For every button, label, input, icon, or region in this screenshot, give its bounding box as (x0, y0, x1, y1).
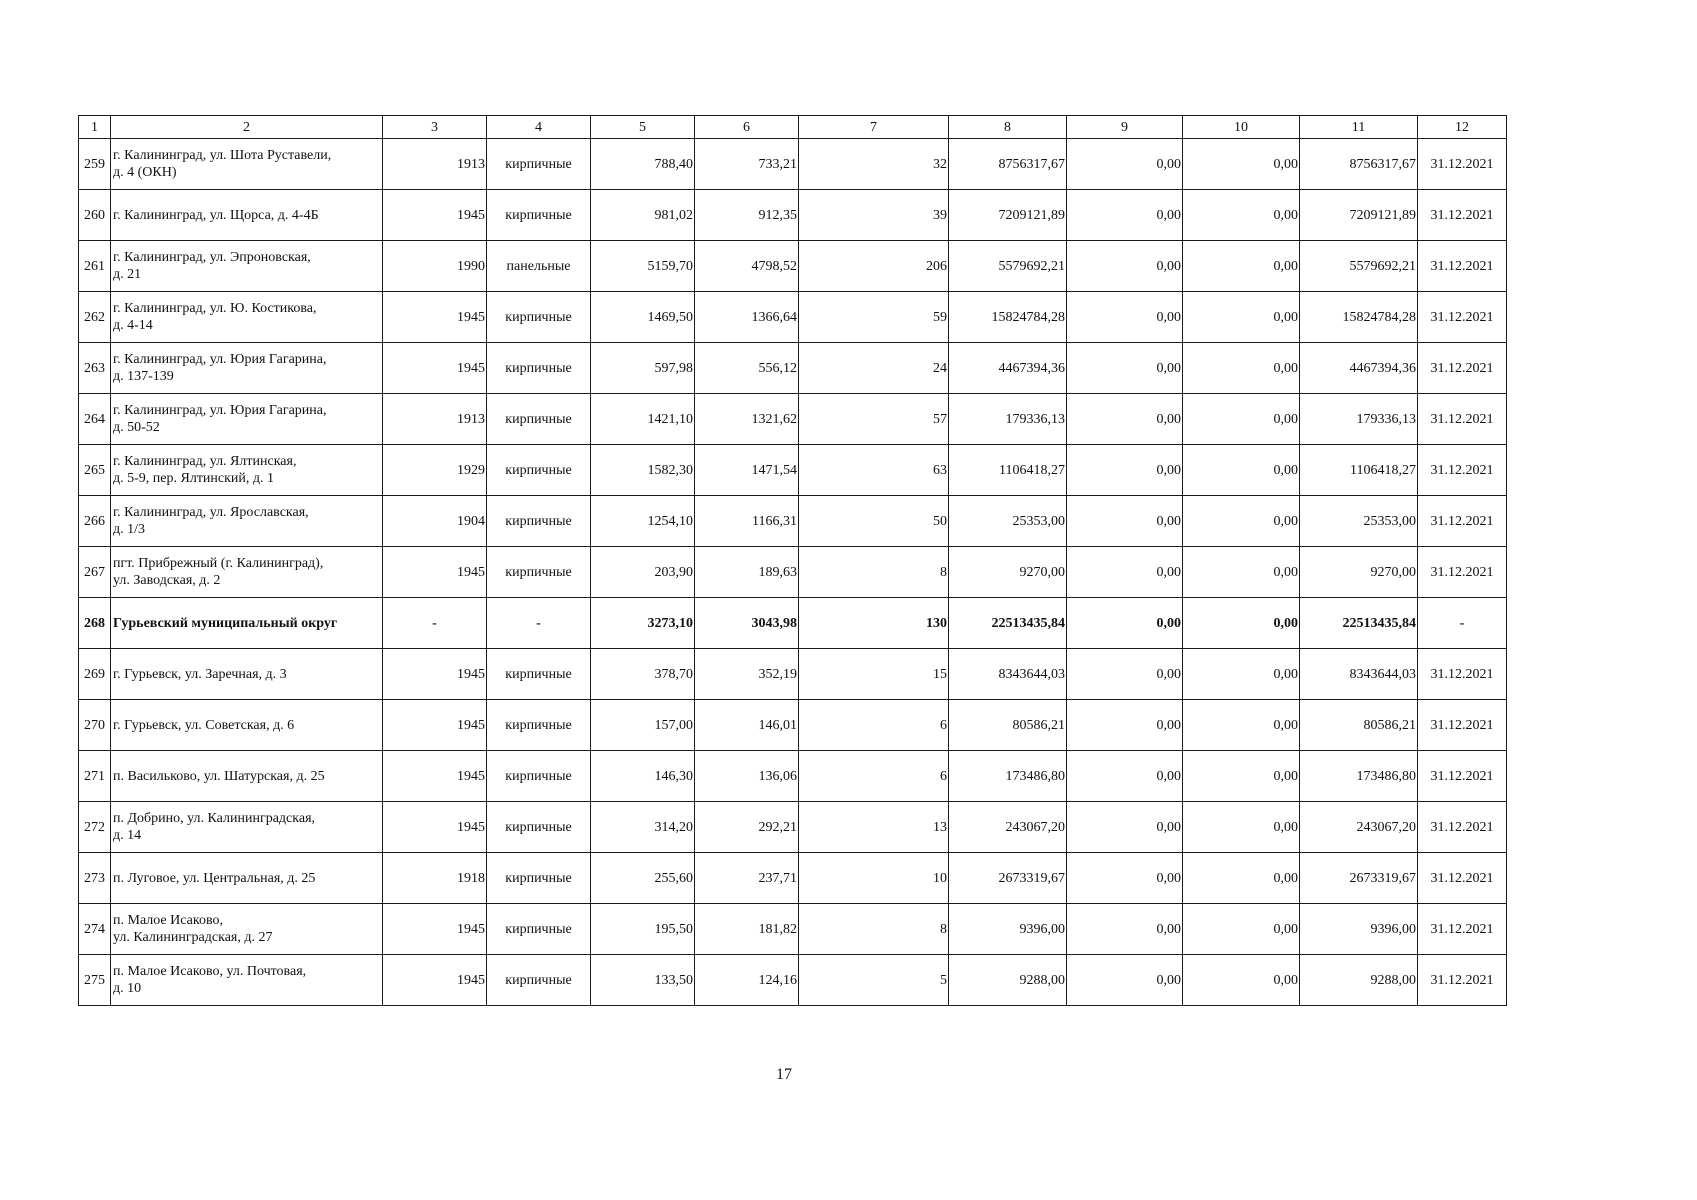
material-cell: кирпичные (487, 955, 591, 1006)
column-header: 3 (383, 116, 487, 139)
address-line: г. Калининград, ул. Юрия Гагарина, (113, 352, 327, 367)
address-cell (111, 904, 383, 955)
col9-cell: 0,00 (1067, 547, 1183, 598)
address-cell (111, 445, 383, 496)
col7-cell: 13 (799, 802, 949, 853)
col7-cell: 39 (799, 190, 949, 241)
row-number-cell: 262 (79, 292, 111, 343)
date-cell: 31.12.2021 (1418, 649, 1507, 700)
table-row (79, 649, 1507, 700)
year-cell: 1945 (383, 802, 487, 853)
row-number-cell: 270 (79, 700, 111, 751)
date-cell: 31.12.2021 (1418, 547, 1507, 598)
row-number-cell: 275 (79, 955, 111, 1006)
col10-cell: 0,00 (1183, 445, 1300, 496)
col10-cell: 0,00 (1183, 598, 1300, 649)
column-header: 2 (111, 116, 383, 139)
col7-cell: 8 (799, 904, 949, 955)
material-cell: кирпичные (487, 802, 591, 853)
col11-cell: 5579692,21 (1300, 241, 1418, 292)
row-number-cell: 266 (79, 496, 111, 547)
col11-cell: 15824784,28 (1300, 292, 1418, 343)
address-line: г. Калининград, ул. Ярославская, (113, 505, 309, 520)
col7-cell: 57 (799, 394, 949, 445)
address-line: д. 14 (113, 828, 142, 843)
material-cell: кирпичные (487, 139, 591, 190)
col9-cell: 0,00 (1067, 853, 1183, 904)
date-cell: 31.12.2021 (1418, 700, 1507, 751)
data-table (78, 115, 1507, 1006)
col10-cell: 0,00 (1183, 649, 1300, 700)
date-cell: 31.12.2021 (1418, 139, 1507, 190)
col11-cell: 80586,21 (1300, 700, 1418, 751)
page-number: 17 (776, 1066, 792, 1083)
address-cell (111, 547, 383, 598)
col10-cell: 0,00 (1183, 139, 1300, 190)
header-row (79, 116, 1507, 139)
col8-cell: 1106418,27 (949, 445, 1067, 496)
col9-cell: 0,00 (1067, 955, 1183, 1006)
address-cell (111, 700, 383, 751)
address-cell (111, 955, 383, 1006)
address-line: п. Малое Исаково, (113, 913, 223, 928)
address-line: п. Луговое, ул. Центральная, д. 25 (113, 870, 316, 886)
col6-cell: 146,01 (695, 700, 799, 751)
row-number-cell: 268 (79, 598, 111, 649)
table-row (79, 802, 1507, 853)
col10-cell: 0,00 (1183, 394, 1300, 445)
col6-cell: 3043,98 (695, 598, 799, 649)
table-row (79, 700, 1507, 751)
col5-cell: 203,90 (591, 547, 695, 598)
column-header: 9 (1067, 116, 1183, 139)
col6-cell: 733,21 (695, 139, 799, 190)
col7-cell: 206 (799, 241, 949, 292)
col11-cell: 243067,20 (1300, 802, 1418, 853)
year-cell: 1913 (383, 139, 487, 190)
col6-cell: 181,82 (695, 904, 799, 955)
address-line: д. 21 (113, 267, 142, 282)
address-cell (111, 751, 383, 802)
column-header: 12 (1418, 116, 1507, 139)
date-cell: 31.12.2021 (1418, 343, 1507, 394)
col9-cell: 0,00 (1067, 700, 1183, 751)
material-cell: кирпичные (487, 904, 591, 955)
year-cell: 1945 (383, 700, 487, 751)
material-cell: кирпичные (487, 445, 591, 496)
col6-cell: 1471,54 (695, 445, 799, 496)
col6-cell: 556,12 (695, 343, 799, 394)
table-row (79, 394, 1507, 445)
col9-cell: 0,00 (1067, 751, 1183, 802)
col9-cell: 0,00 (1067, 496, 1183, 547)
col10-cell: 0,00 (1183, 802, 1300, 853)
col9-cell: 0,00 (1067, 241, 1183, 292)
column-header: 5 (591, 116, 695, 139)
col11-cell: 179336,13 (1300, 394, 1418, 445)
date-cell: 31.12.2021 (1418, 190, 1507, 241)
table-row (79, 343, 1507, 394)
address-line: п. Васильково, ул. Шатурская, д. 25 (113, 768, 325, 784)
col6-cell: 124,16 (695, 955, 799, 1006)
row-number-cell: 274 (79, 904, 111, 955)
col11-cell: 25353,00 (1300, 496, 1418, 547)
col5-cell: 195,50 (591, 904, 695, 955)
material-cell: панельные (487, 241, 591, 292)
col11-cell: 9270,00 (1300, 547, 1418, 598)
col6-cell: 352,19 (695, 649, 799, 700)
address-cell (111, 190, 383, 241)
col7-cell: 15 (799, 649, 949, 700)
col8-cell: 7209121,89 (949, 190, 1067, 241)
col8-cell: 5579692,21 (949, 241, 1067, 292)
address-cell (111, 853, 383, 904)
col7-cell: 8 (799, 547, 949, 598)
col10-cell: 0,00 (1183, 292, 1300, 343)
col7-cell: 32 (799, 139, 949, 190)
address-line: г. Калининград, ул. Эпроновская, (113, 250, 311, 265)
address-cell (111, 394, 383, 445)
col10-cell: 0,00 (1183, 853, 1300, 904)
year-cell: 1929 (383, 445, 487, 496)
col6-cell: 237,71 (695, 853, 799, 904)
col9-cell: 0,00 (1067, 445, 1183, 496)
address-cell (111, 496, 383, 547)
col10-cell: 0,00 (1183, 751, 1300, 802)
address-line: ул. Заводская, д. 2 (113, 573, 221, 588)
col5-cell: 133,50 (591, 955, 695, 1006)
address-line: д. 137-139 (113, 369, 174, 384)
address-line: д. 50-52 (113, 420, 160, 435)
address-cell (111, 649, 383, 700)
row-number-cell: 273 (79, 853, 111, 904)
col9-cell: 0,00 (1067, 598, 1183, 649)
table-row (79, 139, 1507, 190)
col6-cell: 1366,64 (695, 292, 799, 343)
row-number-cell: 259 (79, 139, 111, 190)
col9-cell: 0,00 (1067, 802, 1183, 853)
col7-cell: 50 (799, 496, 949, 547)
address-cell (111, 241, 383, 292)
table-row (79, 496, 1507, 547)
date-cell: 31.12.2021 (1418, 394, 1507, 445)
col5-cell: 157,00 (591, 700, 695, 751)
column-header: 4 (487, 116, 591, 139)
col5-cell: 1469,50 (591, 292, 695, 343)
row-number-cell: 265 (79, 445, 111, 496)
table-row (79, 190, 1507, 241)
col8-cell: 2673319,67 (949, 853, 1067, 904)
row-number-cell: 263 (79, 343, 111, 394)
address-line: д. 1/3 (113, 522, 146, 537)
address-line: ул. Калининградская, д. 27 (113, 930, 273, 945)
col11-cell: 4467394,36 (1300, 343, 1418, 394)
row-number-cell: 264 (79, 394, 111, 445)
address-line: д. 10 (113, 981, 142, 996)
column-header: 6 (695, 116, 799, 139)
table-row (79, 751, 1507, 802)
col10-cell: 0,00 (1183, 496, 1300, 547)
col8-cell: 4467394,36 (949, 343, 1067, 394)
col5-cell: 314,20 (591, 802, 695, 853)
year-cell: 1945 (383, 292, 487, 343)
col8-cell: 9396,00 (949, 904, 1067, 955)
year-cell: 1990 (383, 241, 487, 292)
address-line: д. 4-14 (113, 318, 153, 333)
col6-cell: 292,21 (695, 802, 799, 853)
col10-cell: 0,00 (1183, 241, 1300, 292)
row-number-cell: 269 (79, 649, 111, 700)
address-cell (111, 343, 383, 394)
col7-cell: 5 (799, 955, 949, 1006)
address-line: д. 4 (ОКН) (113, 165, 177, 180)
table-row (79, 292, 1507, 343)
table-row (79, 598, 1507, 649)
col10-cell: 0,00 (1183, 700, 1300, 751)
year-cell: 1945 (383, 955, 487, 1006)
col8-cell: 243067,20 (949, 802, 1067, 853)
col5-cell: 5159,70 (591, 241, 695, 292)
address-cell (111, 292, 383, 343)
col11-cell: 22513435,84 (1300, 598, 1418, 649)
col5-cell: 378,70 (591, 649, 695, 700)
column-header: 11 (1300, 116, 1418, 139)
col7-cell: 6 (799, 700, 949, 751)
col7-cell: 130 (799, 598, 949, 649)
date-cell: 31.12.2021 (1418, 241, 1507, 292)
col9-cell: 0,00 (1067, 904, 1183, 955)
column-header: 1 (79, 116, 111, 139)
table-body (79, 139, 1507, 1006)
col5-cell: 1421,10 (591, 394, 695, 445)
row-number-cell: 260 (79, 190, 111, 241)
col5-cell: 255,60 (591, 853, 695, 904)
col6-cell: 912,35 (695, 190, 799, 241)
col6-cell: 136,06 (695, 751, 799, 802)
year-cell: 1945 (383, 649, 487, 700)
col6-cell: 189,63 (695, 547, 799, 598)
address-line: п. Добрино, ул. Калининградская, (113, 811, 316, 826)
col5-cell: 1254,10 (591, 496, 695, 547)
material-cell: кирпичные (487, 496, 591, 547)
material-cell: кирпичные (487, 853, 591, 904)
table-row (79, 853, 1507, 904)
year-cell: 1945 (383, 190, 487, 241)
year-cell: 1918 (383, 853, 487, 904)
col8-cell: 80586,21 (949, 700, 1067, 751)
row-number-cell: 261 (79, 241, 111, 292)
address-cell (111, 802, 383, 853)
table-row (79, 547, 1507, 598)
date-cell: 31.12.2021 (1418, 496, 1507, 547)
col5-cell: 1582,30 (591, 445, 695, 496)
material-cell: - (487, 598, 591, 649)
col9-cell: 0,00 (1067, 292, 1183, 343)
col9-cell: 0,00 (1067, 343, 1183, 394)
col11-cell: 1106418,27 (1300, 445, 1418, 496)
col11-cell: 173486,80 (1300, 751, 1418, 802)
row-number-cell: 267 (79, 547, 111, 598)
address-cell (111, 598, 383, 649)
col8-cell: 25353,00 (949, 496, 1067, 547)
address-cell (111, 139, 383, 190)
col8-cell: 173486,80 (949, 751, 1067, 802)
material-cell: кирпичные (487, 751, 591, 802)
col10-cell: 0,00 (1183, 343, 1300, 394)
col8-cell: 179336,13 (949, 394, 1067, 445)
year-cell: 1913 (383, 394, 487, 445)
material-cell: кирпичные (487, 394, 591, 445)
col8-cell: 15824784,28 (949, 292, 1067, 343)
col8-cell: 8756317,67 (949, 139, 1067, 190)
col9-cell: 0,00 (1067, 649, 1183, 700)
col10-cell: 0,00 (1183, 547, 1300, 598)
material-cell: кирпичные (487, 649, 591, 700)
date-cell: 31.12.2021 (1418, 853, 1507, 904)
row-number-cell: 271 (79, 751, 111, 802)
col6-cell: 1321,62 (695, 394, 799, 445)
address-line: пгт. Прибрежный (г. Калининград), (113, 556, 324, 571)
col11-cell: 2673319,67 (1300, 853, 1418, 904)
col11-cell: 7209121,89 (1300, 190, 1418, 241)
year-cell: - (383, 598, 487, 649)
column-header: 8 (949, 116, 1067, 139)
col6-cell: 4798,52 (695, 241, 799, 292)
address-line: г. Калининград, ул. Щорса, д. 4-4Б (113, 207, 319, 223)
address-line: д. 5-9, пер. Ялтинский, д. 1 (113, 471, 275, 486)
date-cell: 31.12.2021 (1418, 751, 1507, 802)
date-cell: 31.12.2021 (1418, 955, 1507, 1006)
address-line: г. Гурьевск, ул. Советская, д. 6 (113, 717, 295, 733)
col11-cell: 8343644,03 (1300, 649, 1418, 700)
col5-cell: 981,02 (591, 190, 695, 241)
year-cell: 1945 (383, 343, 487, 394)
year-cell: 1945 (383, 547, 487, 598)
address-line: г. Калининград, ул. Юрия Гагарина, (113, 403, 327, 418)
col5-cell: 146,30 (591, 751, 695, 802)
col7-cell: 24 (799, 343, 949, 394)
date-cell: - (1418, 598, 1507, 649)
table-row (79, 241, 1507, 292)
date-cell: 31.12.2021 (1418, 292, 1507, 343)
col10-cell: 0,00 (1183, 904, 1300, 955)
col7-cell: 59 (799, 292, 949, 343)
address-line: г. Гурьевск, ул. Заречная, д. 3 (113, 666, 287, 682)
year-cell: 1945 (383, 751, 487, 802)
col6-cell: 1166,31 (695, 496, 799, 547)
address-line: Гурьевский муниципальный округ (113, 615, 338, 631)
column-header: 7 (799, 116, 949, 139)
col5-cell: 3273,10 (591, 598, 695, 649)
col9-cell: 0,00 (1067, 394, 1183, 445)
table-row (79, 445, 1507, 496)
year-cell: 1904 (383, 496, 487, 547)
column-header: 10 (1183, 116, 1300, 139)
table-row (79, 955, 1507, 1006)
col10-cell: 0,00 (1183, 955, 1300, 1006)
address-line: г. Калининград, ул. Шота Руставели, (113, 148, 332, 163)
table-row (79, 904, 1507, 955)
col5-cell: 597,98 (591, 343, 695, 394)
col8-cell: 9270,00 (949, 547, 1067, 598)
table-header (79, 116, 1507, 139)
address-line: г. Калининград, ул. Ялтинская, (113, 454, 297, 469)
col10-cell: 0,00 (1183, 190, 1300, 241)
address-line: п. Малое Исаково, ул. Почтовая, (113, 964, 307, 979)
date-cell: 31.12.2021 (1418, 802, 1507, 853)
col8-cell: 8343644,03 (949, 649, 1067, 700)
material-cell: кирпичные (487, 190, 591, 241)
col5-cell: 788,40 (591, 139, 695, 190)
col9-cell: 0,00 (1067, 139, 1183, 190)
col8-cell: 22513435,84 (949, 598, 1067, 649)
col11-cell: 9396,00 (1300, 904, 1418, 955)
material-cell: кирпичные (487, 292, 591, 343)
col11-cell: 8756317,67 (1300, 139, 1418, 190)
col7-cell: 10 (799, 853, 949, 904)
col7-cell: 6 (799, 751, 949, 802)
date-cell: 31.12.2021 (1418, 904, 1507, 955)
address-line: г. Калининград, ул. Ю. Костикова, (113, 301, 317, 316)
year-cell: 1945 (383, 904, 487, 955)
col8-cell: 9288,00 (949, 955, 1067, 1006)
col7-cell: 63 (799, 445, 949, 496)
material-cell: кирпичные (487, 343, 591, 394)
material-cell: кирпичные (487, 547, 591, 598)
col11-cell: 9288,00 (1300, 955, 1418, 1006)
col9-cell: 0,00 (1067, 190, 1183, 241)
date-cell: 31.12.2021 (1418, 445, 1507, 496)
row-number-cell: 272 (79, 802, 111, 853)
material-cell: кирпичные (487, 700, 591, 751)
